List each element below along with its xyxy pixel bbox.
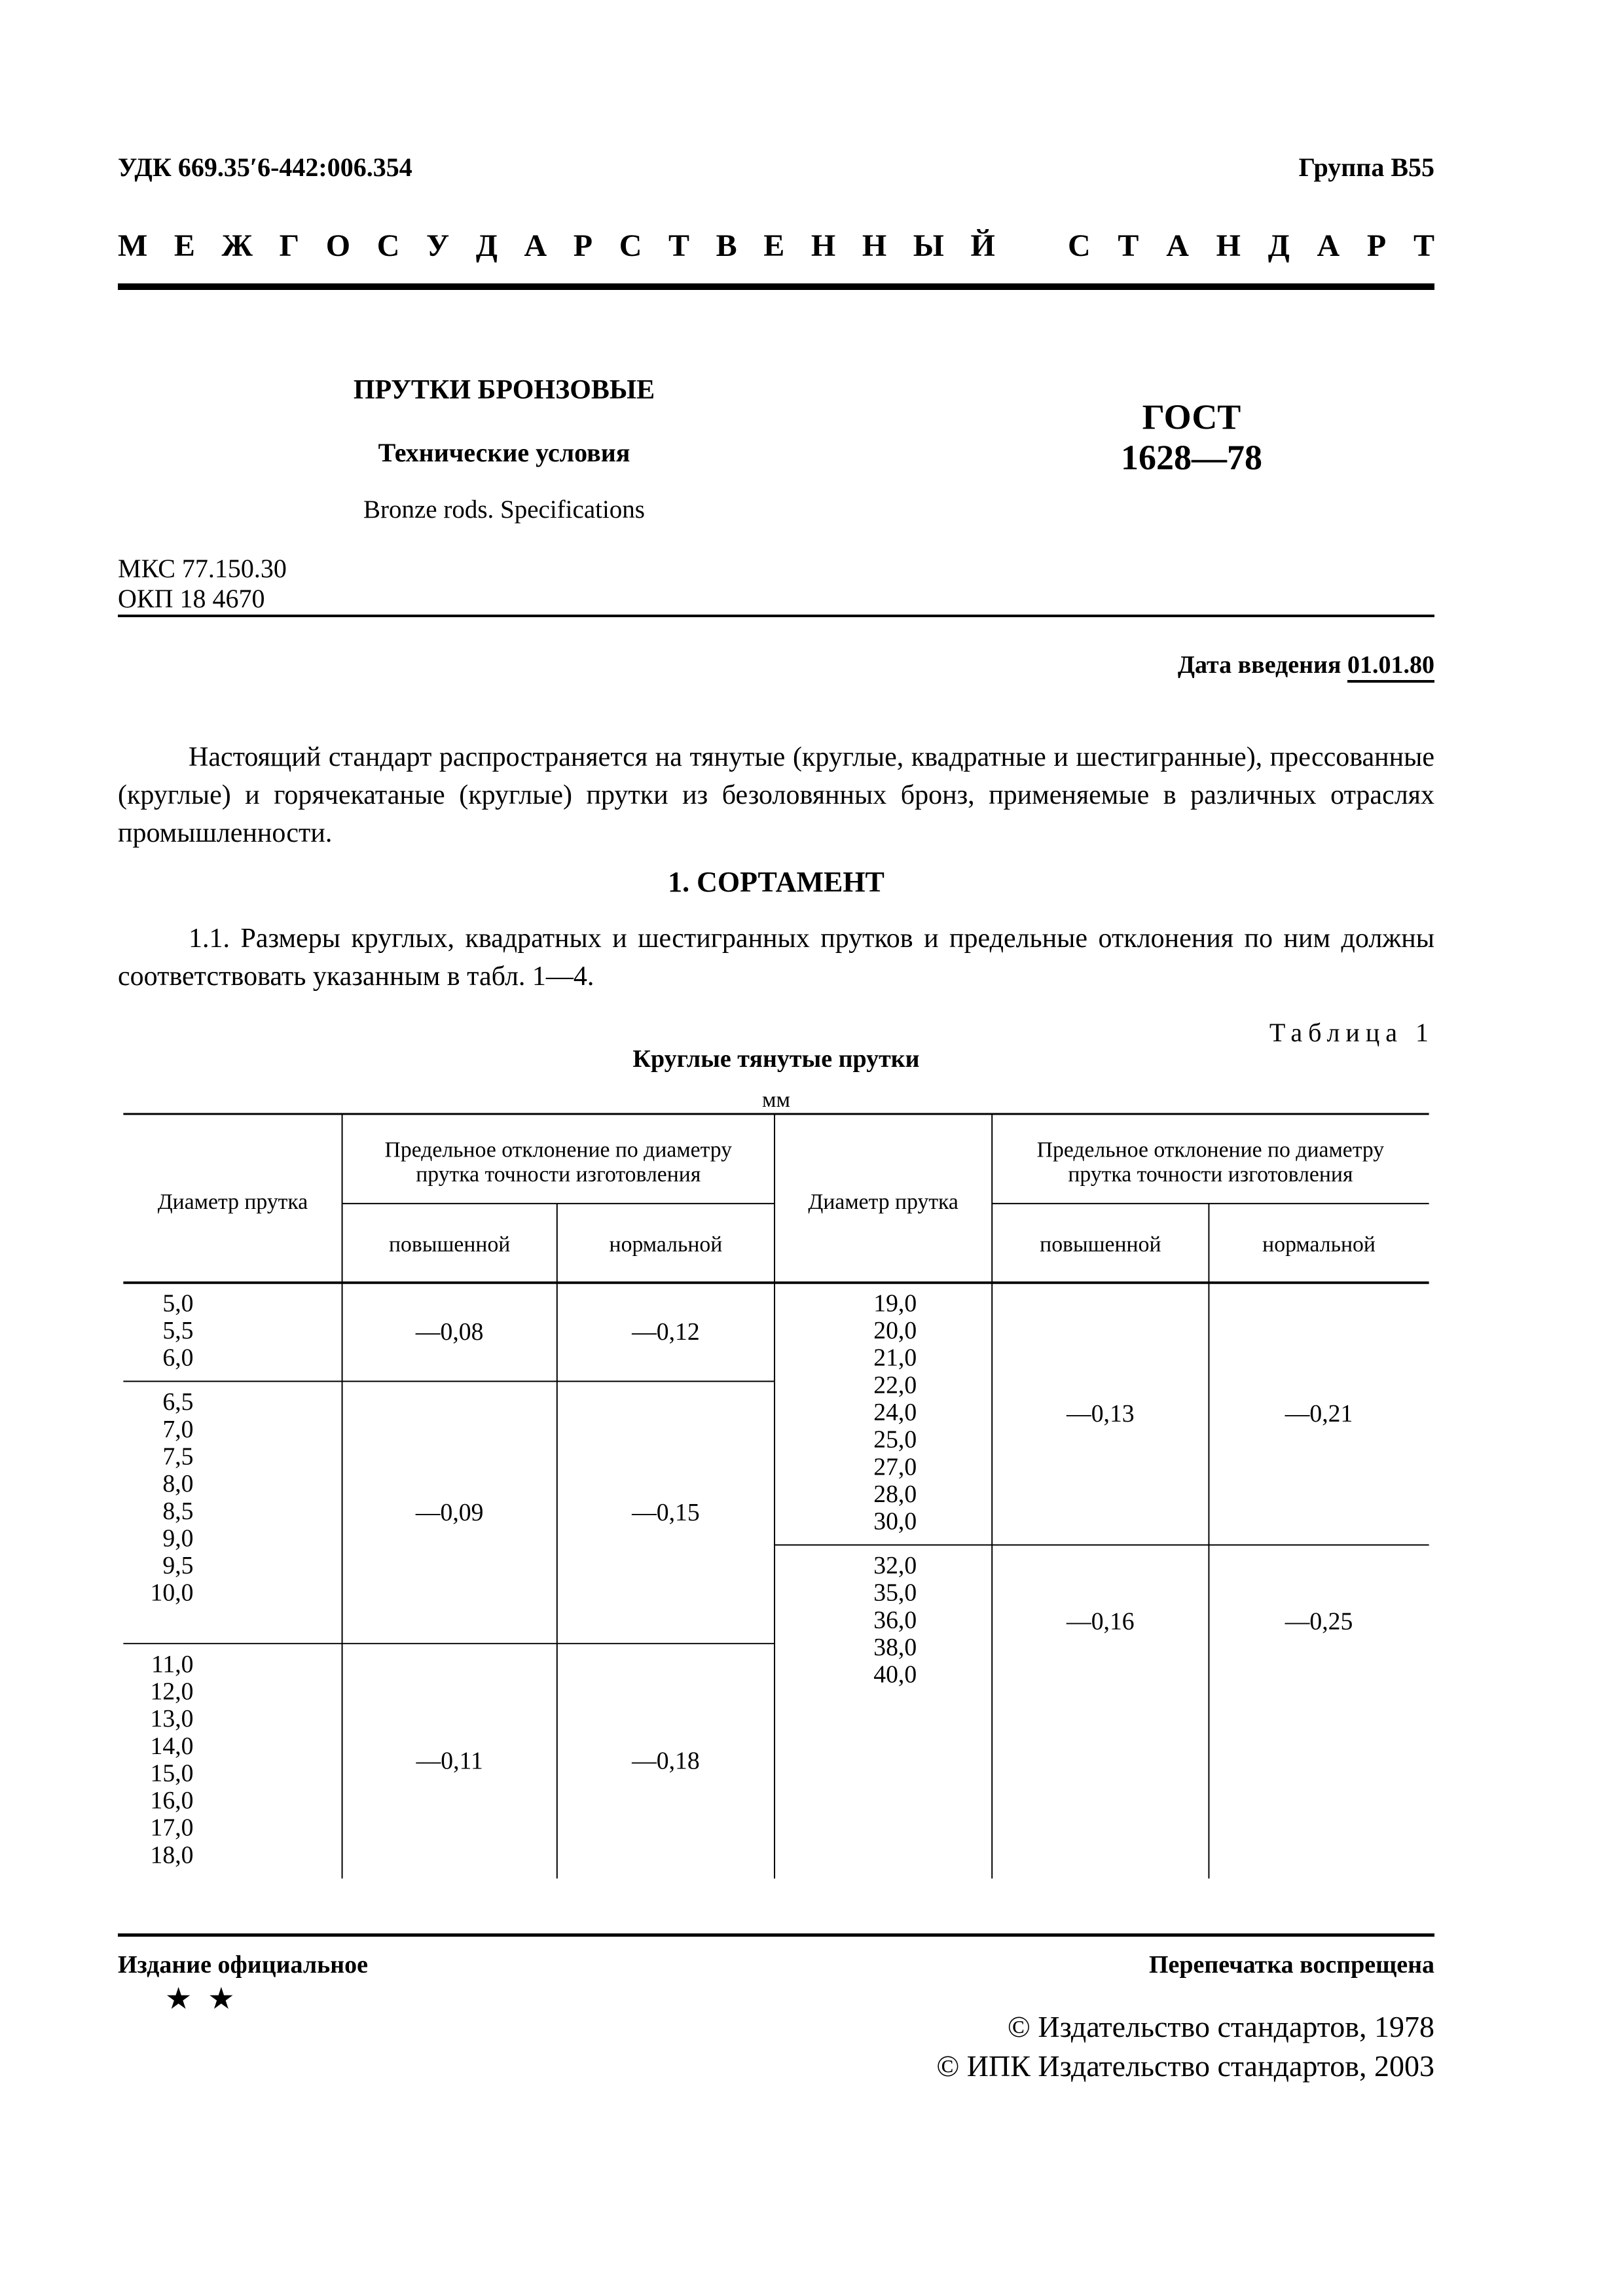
heading-letter: Ы	[913, 228, 944, 263]
heading-letter: Т	[668, 228, 690, 263]
tolerance-increased: —0,11	[416, 1747, 483, 1775]
tolerance-increased: —0,16	[1067, 1607, 1135, 1636]
tolerance-normal: —0,21	[1285, 1400, 1353, 1428]
gost-number: 1628—78	[1121, 438, 1262, 477]
diameter-value: 15,0	[150, 1759, 194, 1787]
diameter-value: 17,0	[150, 1814, 194, 1842]
group-code: Группа В55	[1298, 152, 1434, 182]
copyright-2003: © ИПК Издательство стандартов, 2003	[936, 2049, 1434, 2083]
diameter-value: 24,0	[873, 1399, 917, 1427]
no-reprint-notice: Перепечатка воспрещена	[1148, 1951, 1434, 1979]
heading-letter: Е	[173, 228, 195, 263]
diameter-value: 35,0	[873, 1579, 917, 1607]
diameter-value: 7,0	[162, 1415, 194, 1443]
interstate-word-2	[1068, 228, 1434, 264]
diameter-value: 18,0	[150, 1841, 194, 1869]
heading-letter: А	[524, 228, 547, 263]
diameter-value: 38,0	[873, 1634, 917, 1662]
official-edition: Издание официальное	[118, 1951, 369, 1979]
diameter-value: 10,0	[150, 1579, 194, 1607]
diameter-value: 16,0	[150, 1787, 194, 1815]
heading-letter: Г	[279, 228, 300, 263]
table-label: Таблица 1	[1269, 1018, 1434, 1047]
heading-letter: Р	[573, 228, 593, 263]
diameter-value: 8,5	[162, 1497, 194, 1525]
heading-letter: Й	[970, 228, 995, 263]
header-increased: повышенной	[1040, 1232, 1161, 1257]
header-divider	[118, 283, 1434, 290]
heading-letter: Р	[1366, 228, 1387, 263]
diameter-value: 20,0	[873, 1317, 917, 1345]
heading-letter: С	[619, 228, 642, 263]
header-tolerance: Предельное отклонение по диаметру	[1036, 1138, 1385, 1162]
header-tolerance: прутка точности изготовления	[416, 1162, 701, 1187]
diameter-value: 40,0	[873, 1660, 917, 1689]
diameter-value: 13,0	[150, 1705, 194, 1733]
rods-table	[118, 1113, 1434, 1892]
diameter-value: 5,0	[162, 1289, 194, 1318]
diameter-value: 9,0	[162, 1524, 194, 1552]
okp-code: ОКП 18 4670	[118, 584, 265, 613]
diameter-value: 9,5	[162, 1552, 194, 1580]
heading-letter: А	[1317, 228, 1340, 263]
gost-designation	[1034, 397, 1349, 478]
diameter-value: 28,0	[873, 1480, 917, 1508]
heading-letter: А	[1166, 228, 1189, 263]
diameter-value: 21,0	[873, 1344, 917, 1372]
tolerance-normal: —0,25	[1285, 1607, 1353, 1636]
diameter-value: 6,0	[162, 1344, 194, 1372]
diameter-value: 25,0	[873, 1426, 917, 1454]
heading-letter: Д	[475, 228, 498, 263]
diameter-value: 32,0	[873, 1552, 917, 1580]
udk-code: УДК 669.35′6-442:006.354	[118, 152, 412, 182]
classification-codes	[118, 554, 287, 614]
diameter-value: 8,0	[162, 1470, 194, 1498]
diameter-value: 14,0	[150, 1732, 194, 1760]
interstate-word-1	[118, 228, 995, 264]
header-diameter: Диаметр прутка	[808, 1189, 958, 1214]
interstate-standard-heading	[118, 228, 1434, 264]
diameter-value: 19,0	[873, 1289, 917, 1318]
heading-letter: Е	[763, 228, 785, 263]
gost-label: ГОСТ	[1142, 397, 1241, 437]
heading-letter: О	[325, 228, 351, 263]
mks-code: МКС 77.150.30	[118, 554, 287, 583]
table-title: Круглые тянутые прутки	[632, 1045, 920, 1073]
diameter-value: 6,5	[162, 1388, 194, 1416]
document-subtitle: Технические условия	[378, 438, 630, 467]
date-value: 01.01.80	[1347, 651, 1434, 683]
clause-1-1: 1.1. Размеры круглых, квадратных и шестигранных прутков и предельные отклонения по ним должны соответствовать указанным в табл. 1—4.	[118, 924, 1434, 992]
tolerance-normal: —0,18	[632, 1747, 700, 1775]
tolerance-increased: —0,08	[415, 1318, 484, 1346]
stars-mark: ★★	[165, 1982, 251, 2015]
introduction-date	[1178, 651, 1434, 679]
heading-letter: С	[376, 228, 400, 263]
header-increased: повышенной	[389, 1232, 511, 1257]
heading-letter: Д	[1267, 228, 1290, 263]
tolerance-normal: —0,15	[632, 1498, 700, 1526]
tolerance-normal: —0,12	[632, 1318, 700, 1346]
heading-letter: Т	[1413, 228, 1434, 263]
tolerance-increased: —0,13	[1067, 1400, 1135, 1428]
diameter-value: 11,0	[151, 1650, 194, 1678]
diameter-value: 7,5	[162, 1443, 194, 1471]
diameter-value: 36,0	[873, 1606, 917, 1634]
intro-paragraph: Настоящий стандарт распространяется на тянутые (круглые, квадратные и шестигранные), прессованные (круглые) и горячекатаные (круглые) прутки из безоловянных бронз, применяемые в различных отраслях промышленности.	[118, 742, 1434, 848]
title-divider	[118, 615, 1434, 617]
header-normal: нормальной	[609, 1232, 723, 1257]
header-normal: нормальной	[1262, 1232, 1376, 1257]
footer-divider	[118, 1933, 1434, 1937]
diameter-value: 12,0	[150, 1677, 194, 1706]
heading-letter: Н	[1216, 228, 1241, 263]
english-title: Bronze rods. Specifications	[363, 495, 645, 524]
heading-letter: Н	[811, 228, 836, 263]
header-diameter: Диаметр прутка	[157, 1189, 308, 1214]
heading-letter: В	[716, 228, 737, 263]
section-heading: 1. СОРТАМЕНТ	[668, 866, 884, 898]
heading-letter: Ж	[221, 228, 253, 263]
heading-letter: У	[426, 228, 450, 263]
header-tolerance: прутка точности изготовления	[1068, 1162, 1353, 1187]
diameter-value: 27,0	[873, 1453, 917, 1481]
heading-letter: М	[118, 228, 148, 263]
copyright-1978: © Издательство стандартов, 1978	[1007, 2010, 1434, 2043]
heading-letter: Н	[862, 228, 887, 263]
heading-letter: Т	[1118, 228, 1139, 263]
heading-letter: С	[1068, 228, 1091, 263]
date-label: Дата введения	[1177, 651, 1341, 679]
header-tolerance: Предельное отклонение по диаметру	[384, 1138, 733, 1162]
document-title: ПРУТКИ БРОНЗОВЫЕ	[353, 375, 655, 405]
table-unit: мм	[761, 1088, 791, 1112]
diameter-value: 5,5	[162, 1317, 194, 1345]
diameter-value: 30,0	[873, 1507, 917, 1535]
tolerance-increased: —0,09	[415, 1498, 484, 1526]
diameter-value: 22,0	[873, 1371, 917, 1399]
